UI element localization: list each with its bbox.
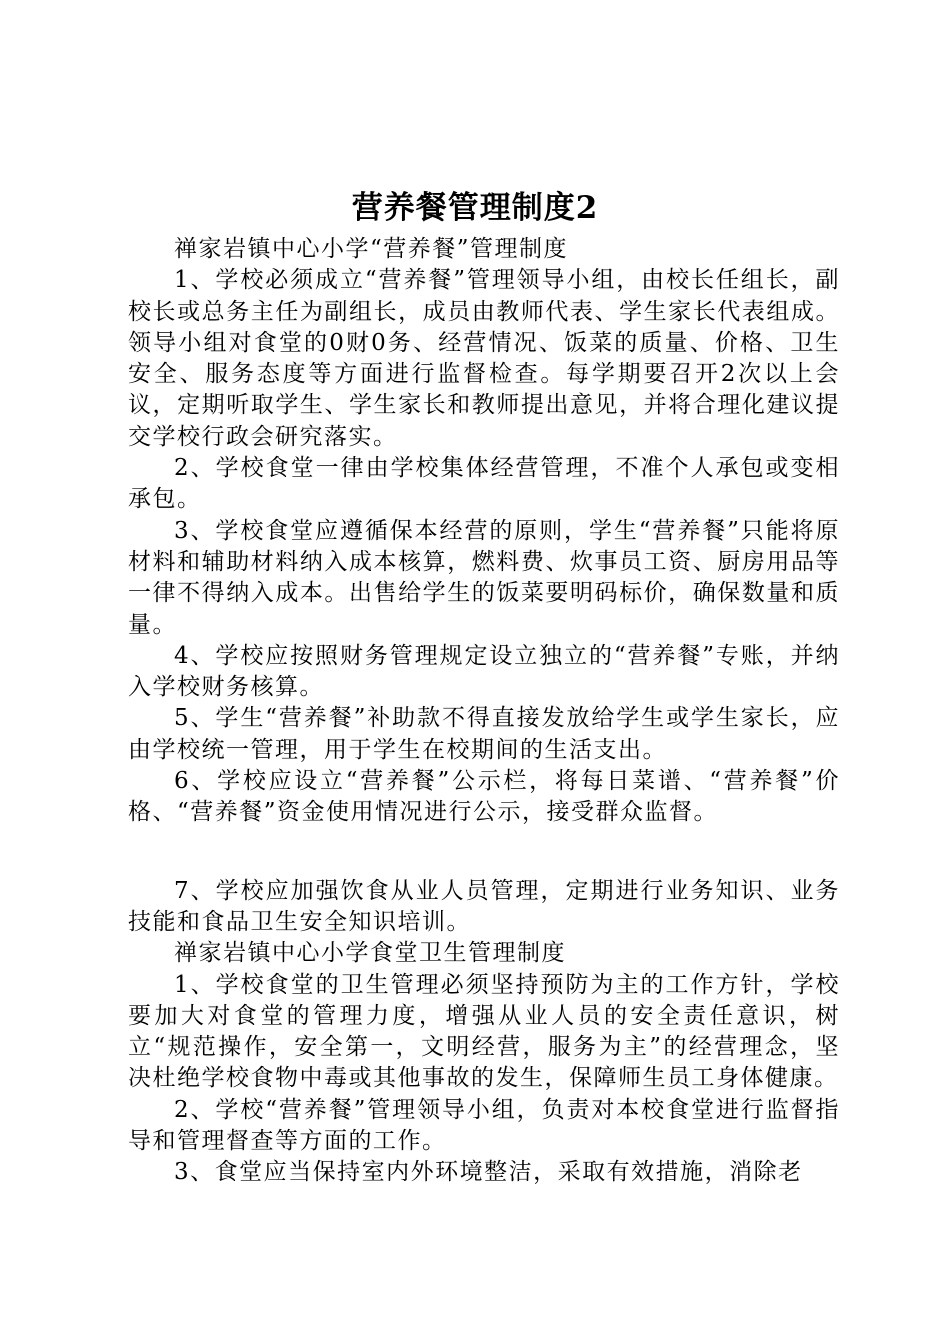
paragraph-spacer (128, 829, 840, 876)
paragraph-rule-5: 5、学生“营养餐”补助款不得直接发放给学生或学生家长，应由学校统一管理，用于学生在校期间的生活支出。 (128, 705, 840, 763)
paragraph-rule-1: 1、学校必须成立“营养餐”管理领导小组，由校长任组长，副校长或总务主任为副组长，成员由教师代表、学生家长代表组成。领导小组对食堂的0财0务、经营情况、饭菜的质量、价格、卫生安全、服务态度等方面进行监督检查。每学期要召开2次以上会议，定期听取学生、学生家长和教师提出意见，并将合理化建议提交学校行政会研究落实。 (128, 267, 840, 450)
paragraph-rule-2: 2、学校食堂一律由学校集体经营管理，不准个人承包或变相承包。 (128, 455, 840, 513)
document-body (128, 234, 840, 1189)
paragraph-hygiene-rule-2: 2、学校“营养餐”管理领导小组，负责对本校食堂进行监督指导和管理督查等方面的工作。 (128, 1096, 840, 1155)
paragraph-hygiene-rule-3: 3、食堂应当保持室内外环境整洁，采取有效措施，消除老 (174, 1159, 803, 1186)
paragraph-rule-4: 4、学校应按照财务管理规定设立独立的“营养餐”专账，并纳入学校财务核算。 (128, 642, 840, 701)
paragraph-rule-3: 3、学校食堂应遵循保本经营的原则，学生“营养餐”只能将原材料和辅助材料纳入成本核算，燃料费、炊事员工资、厨房用品等一律不得纳入成本。出售给学生的饭菜要明码标价，确保数量和质量。 (128, 517, 840, 638)
paragraph-rule-6: 6、学校应设立“营养餐”公示栏，将每日菜谱、“营养餐”价格、“营养餐”资金使用情况进行公示，接受群众监督。 (128, 768, 840, 826)
section-heading-nutrition-meal: 禅家岩镇中心小学“营养餐”管理制度 (174, 236, 569, 262)
document-title: 营养餐管理制度2 (351, 190, 599, 226)
paragraph-hygiene-rule-1: 1、学校食堂的卫生管理必须坚持预防为主的工作方针，学校要加大对食堂的管理力度，增强从业人员的安全责任意识，树立“规范操作，安全第一，文明经营，服务为主”的经营理念，坚决杜绝学校食物中毒或其他事故的发生，保障师生员工身体健康。 (128, 971, 840, 1092)
paragraph-rule-7: 7、学校应加强饮食从业人员管理，定期进行业务知识、业务技能和食品卫生安全知识培训。 (128, 877, 840, 935)
section-heading-canteen-hygiene: 禅家岩镇中心小学食堂卫生管理制度 (174, 940, 566, 967)
